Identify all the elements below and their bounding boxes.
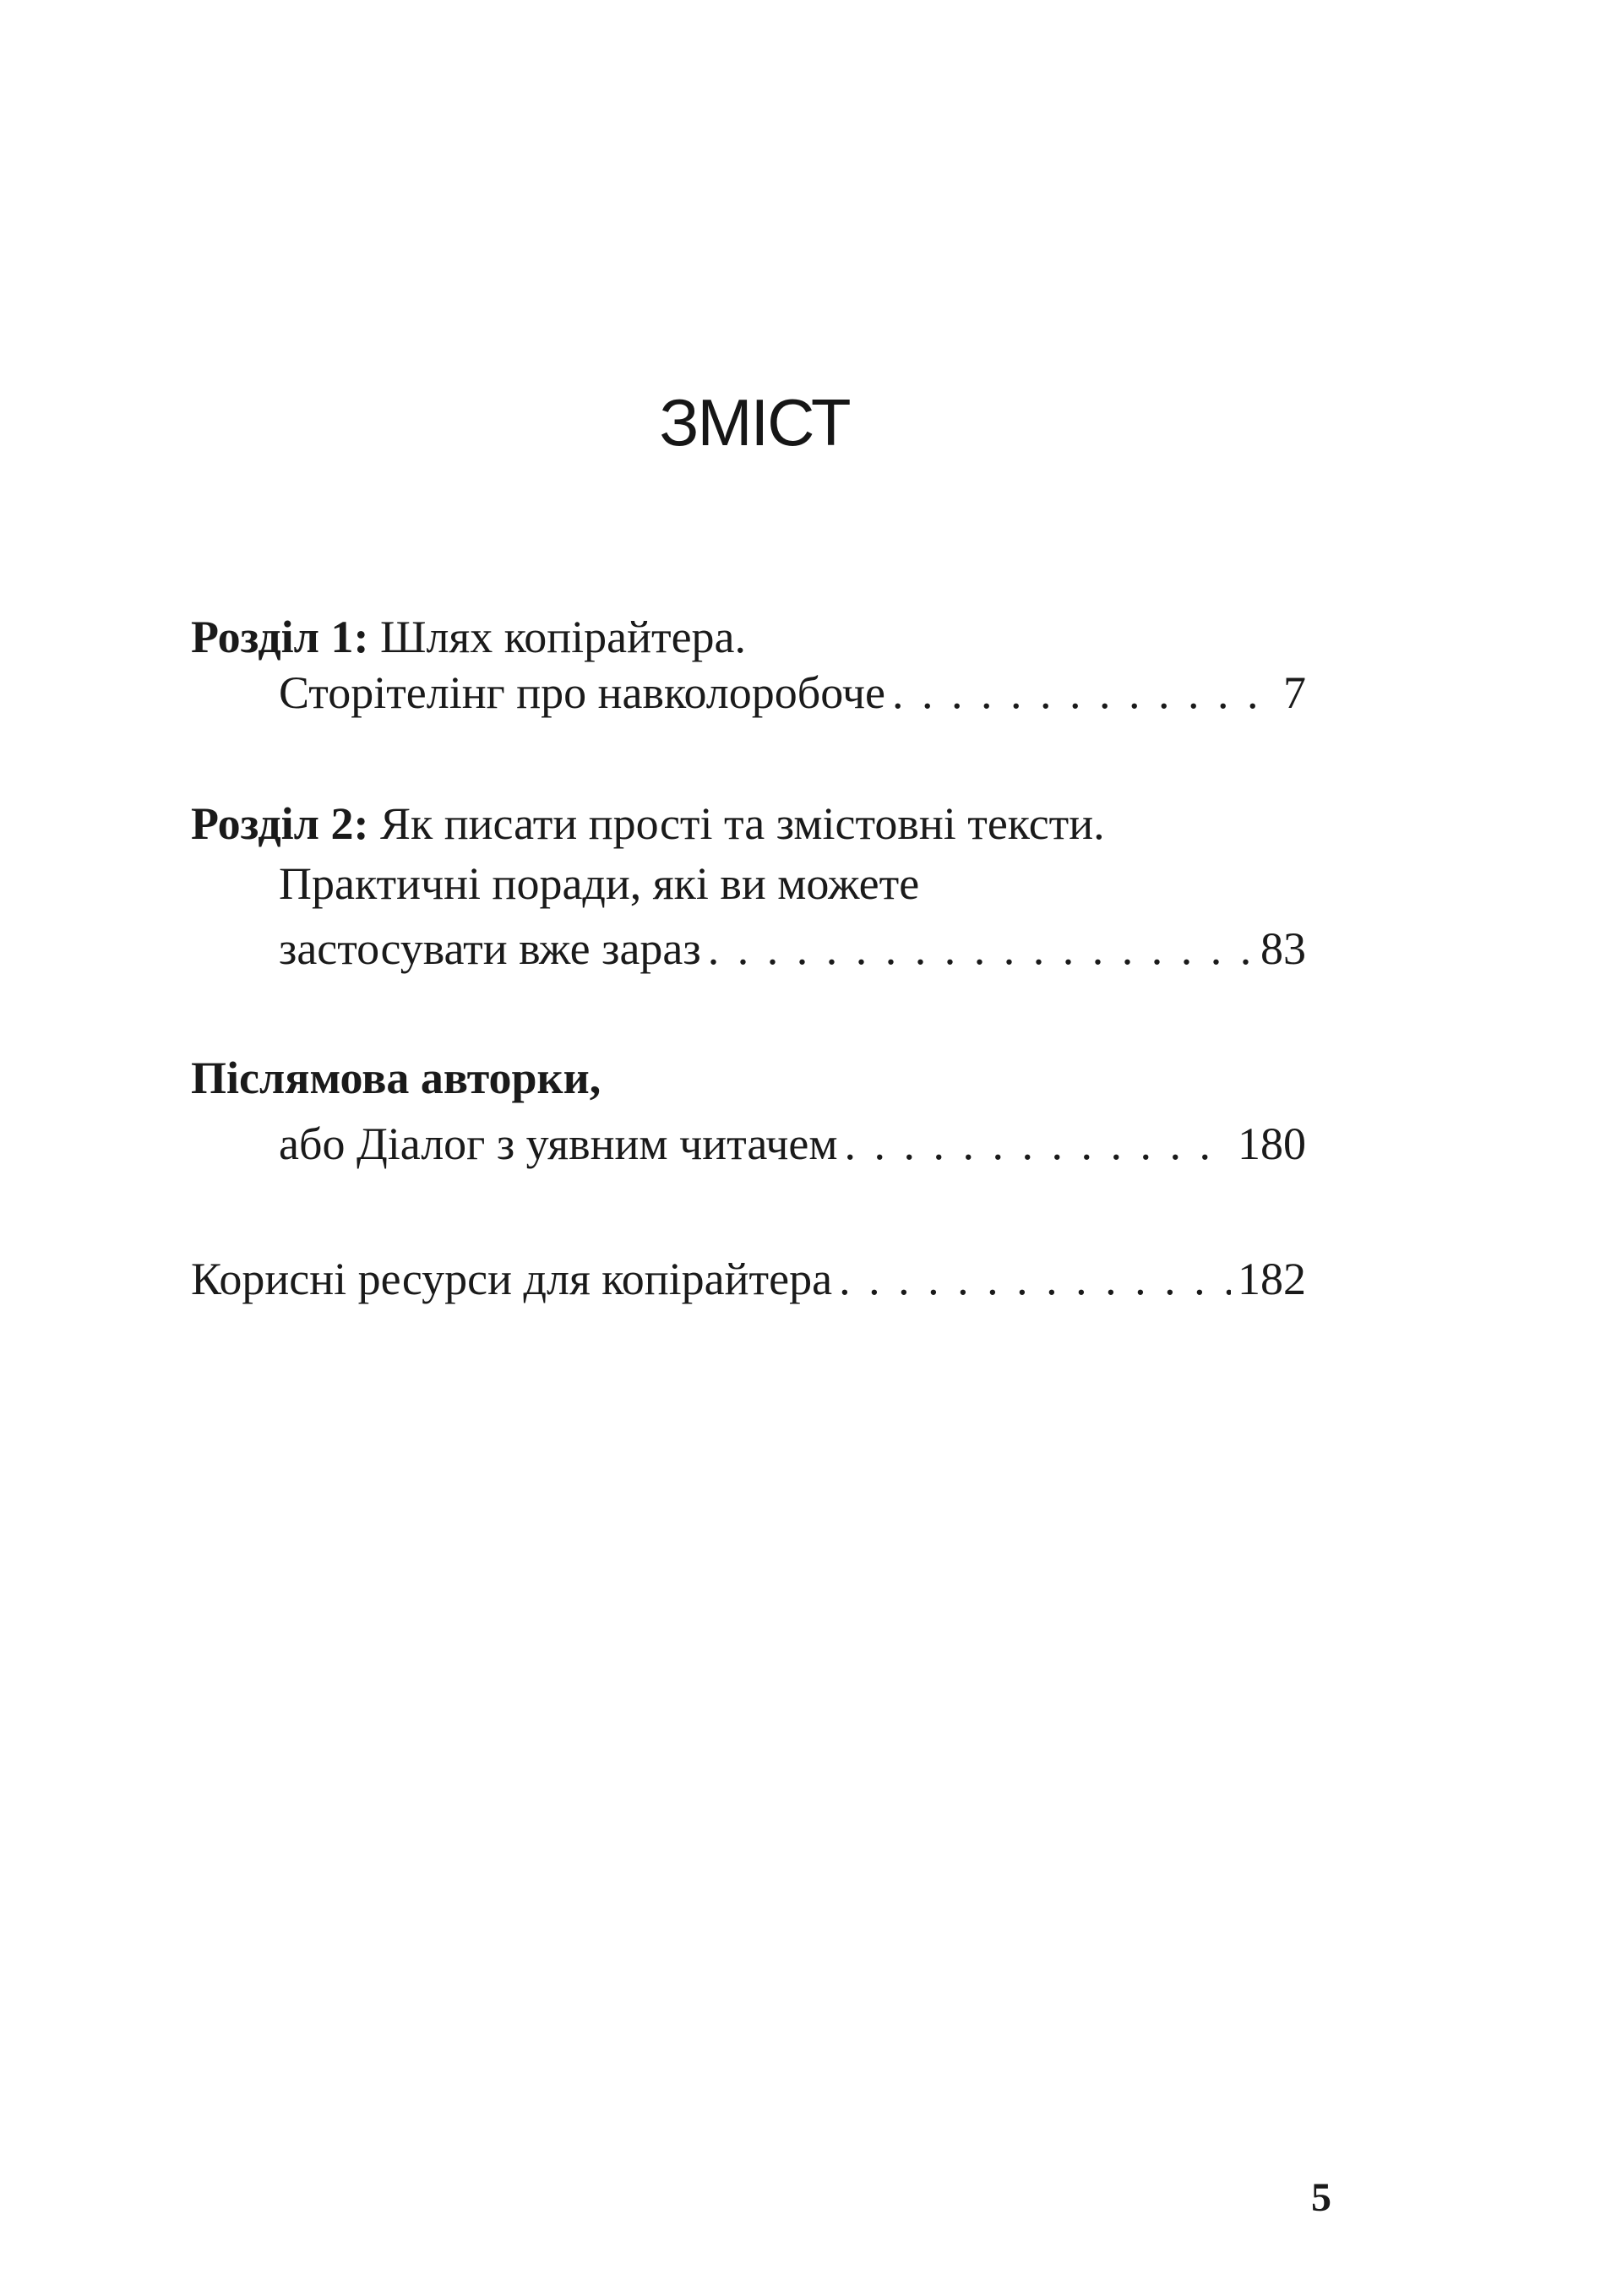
page-ref: 180	[1238, 1118, 1306, 1169]
toc-entry-2-heading	[191, 797, 1306, 851]
toc-entry-3-heading	[191, 1051, 1306, 1105]
dot-leader	[839, 1252, 1231, 1306]
toc-entry-1[interactable]	[279, 666, 1306, 720]
chapter-title: Як писати прості та змістовні тексти.	[379, 798, 1105, 849]
chapter-label: Розділ 1:	[191, 612, 369, 662]
resources-title: Корисні ресурси для копірайтера	[191, 1254, 833, 1304]
dot-leader	[892, 666, 1276, 720]
chapter-subtitle: Практичні поради, які ви можете	[279, 858, 920, 909]
dot-leader	[708, 922, 1254, 976]
page-title: ЗМІСТ	[659, 385, 850, 460]
chapter-subtitle: Сторітелінг про навколоробоче	[279, 667, 885, 718]
toc-entry-1-heading	[191, 610, 1306, 664]
page-ref: 83	[1260, 923, 1306, 974]
afterword-title: Післямова авторки,	[191, 1053, 601, 1103]
page-number: 5	[1311, 2175, 1331, 2220]
dot-leader	[845, 1117, 1231, 1171]
toc-entry-3[interactable]	[279, 1117, 1306, 1171]
page-ref: 7	[1283, 667, 1306, 718]
chapter-label: Розділ 2:	[191, 798, 369, 849]
page-ref: 182	[1238, 1254, 1306, 1304]
toc-entry-2[interactable]	[279, 922, 1306, 976]
chapter-title: Шлях копірайтера.	[379, 612, 747, 662]
chapter-subtitle: застосувати вже зараз	[279, 923, 701, 974]
afterword-subtitle: або Діалог з уявним читачем	[279, 1118, 838, 1169]
toc-entry-4[interactable]	[191, 1252, 1306, 1306]
toc-entry-2-subtitle	[279, 857, 1306, 911]
